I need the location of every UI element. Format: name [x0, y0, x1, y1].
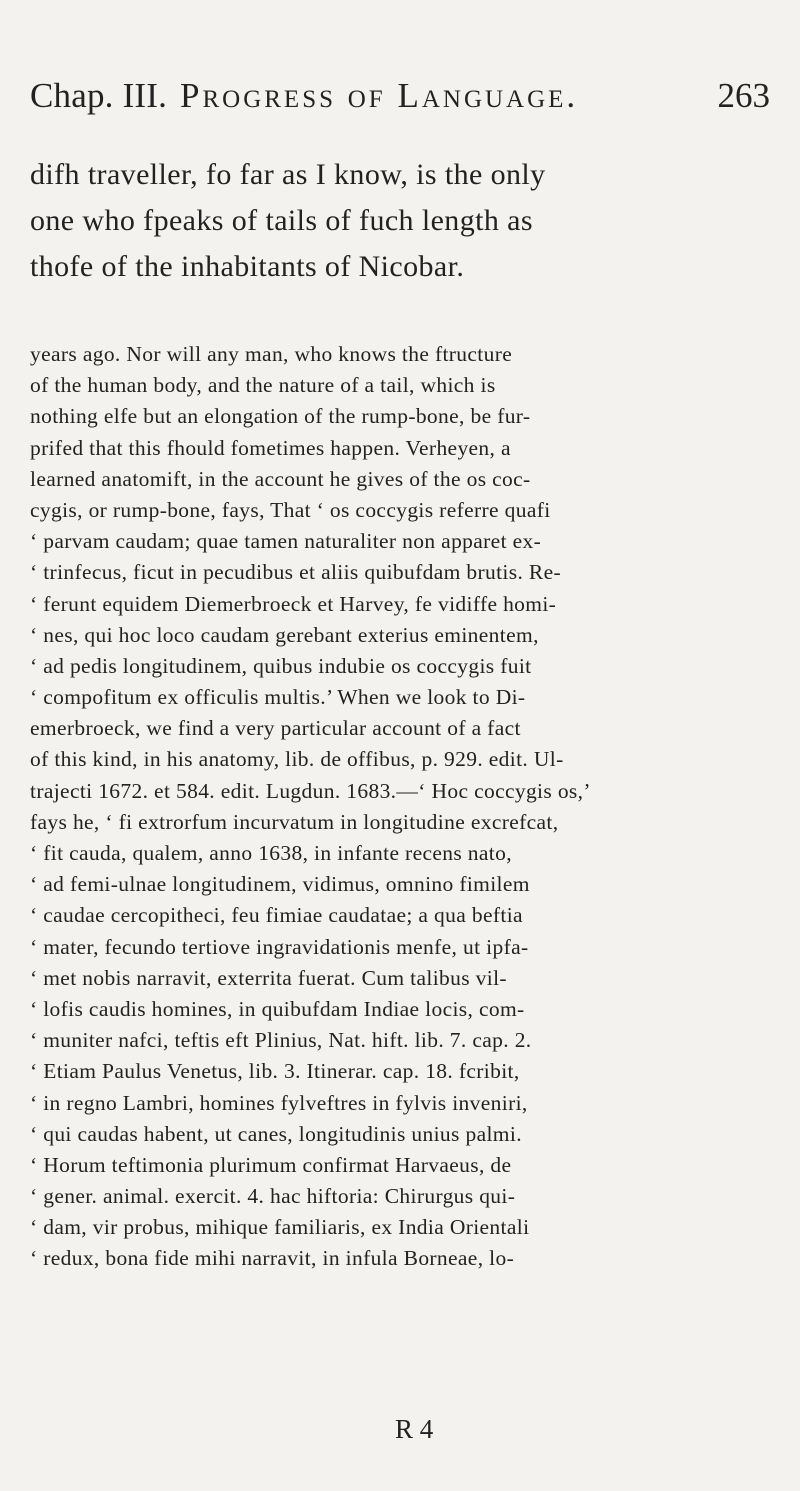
footnote-line: years ago. Nor will any man, who knows the ftructure [30, 342, 513, 366]
footnote-line: ‘ caudae cercopitheci, feu fimiae caudatae; a qua beftia [30, 903, 523, 928]
footnote [30, 339, 770, 1275]
page-number: 263 [717, 76, 770, 115]
footnote-line: ‘ lofis caudis homines, in quibufdam Indiae locis, com- [30, 996, 525, 1021]
footnote-line: fays he, ‘ fi extrorfum incurvatum in longitudine excrefcat, [30, 809, 559, 834]
footnote-line: ‘ Horum teftimonia plurimum confirmat Harvaeus, de [30, 1152, 512, 1177]
footnote-line: trajecti 1672. et 584. edit. Lugdun. 1683.—‘ Hoc coccygis os,’ [30, 778, 591, 803]
footnote-line: ‘ in regno Lambri, homines fylveftres in fylvis inveniri, [30, 1090, 528, 1115]
footnote-line: ‘ muniter nafci, teftis eft Plinius, Nat. hift. lib. 7. cap. 2. [30, 1028, 532, 1053]
running-header [30, 76, 770, 126]
main-text-line: difh traveller, fo far as I know, is the only [30, 158, 546, 191]
footnote-line: cygis, or rump-bone, fays, That ‘ os coccygis referre quafi [30, 497, 551, 522]
footnote-line: of this kind, in his anatomy, lib. de offibus, p. 929. edit. Ul- [30, 747, 564, 772]
footnote-line: ‘ trinfecus, ficut in pecudibus et aliis quibufdam brutis. Re- [30, 560, 562, 585]
footnote-line: ‘ ferunt equidem Diemerbroeck et Harvey, fe vidiffe homi- [30, 591, 557, 616]
footnote-line: ‘ mater, fecundo tertiove ingravidationis menfe, ut ipfa- [30, 934, 529, 959]
footnote-line: prifed that this fhould fometimes happen. Verheyen, a [30, 435, 511, 460]
footnote-line: of the human body, and the nature of a tail, which is [30, 373, 496, 398]
footnote-line: ‘ Etiam Paulus Venetus, lib. 3. Itinerar. cap. 18. fcribit, [30, 1059, 520, 1084]
footnote-line: ‘ ad pedis longitudinem, quibus indubie os coccygis fuit [30, 653, 532, 678]
footnote-line: ‘ qui caudas habent, ut canes, longitudinis unius palmi. [30, 1121, 522, 1146]
footnote-line: ‘ met nobis narravit, exterrita fuerat. Cum talibus vil- [30, 965, 507, 990]
footnote-line: ‘ dam, vir probus, mihique familiaris, ex India Orientali [30, 1215, 530, 1240]
footnote-line: ‘ compofitum ex officulis multis.’ When we look to Di- [30, 685, 526, 710]
footnote-line: ‘ fit cauda, qualem, anno 1638, in infante recens nato, [30, 841, 512, 865]
footnote-line: emerbroeck, we find a very particular account of a fact [30, 716, 521, 741]
footnote-line: ‘ gener. animal. exercit. 4. hac hiftoria: Chirurgus qui- [30, 1184, 516, 1209]
main-text-line: thofe of the inhabitants of Nicobar. [30, 250, 465, 283]
chapter-label: Chap. III. [30, 76, 168, 115]
main-text [30, 152, 770, 290]
signature-mark: R 4 [395, 1414, 434, 1444]
footnote-line: learned anatomift, in the account he gives of the os coc- [30, 466, 531, 491]
running-title: Progress of Language. [180, 76, 579, 115]
footnote-line: nothing elfe but an elongation of the rump-bone, be fur- [30, 404, 531, 429]
footnote-line: ‘ nes, qui hoc loco caudam gerebant exterius eminentem, [30, 622, 539, 647]
main-text-line: one who fpeaks of tails of fuch length as [30, 204, 533, 237]
footnote-line: ‘ redux, bona fide mihi narravit, in infula Borneae, lo- [30, 1246, 515, 1271]
footnote-line: ‘ ad femi-ulnae longitudinem, vidimus, omnino fimilem [30, 872, 530, 897]
footnote-line: ‘ parvam caudam; quae tamen naturaliter non apparet ex- [30, 529, 542, 554]
